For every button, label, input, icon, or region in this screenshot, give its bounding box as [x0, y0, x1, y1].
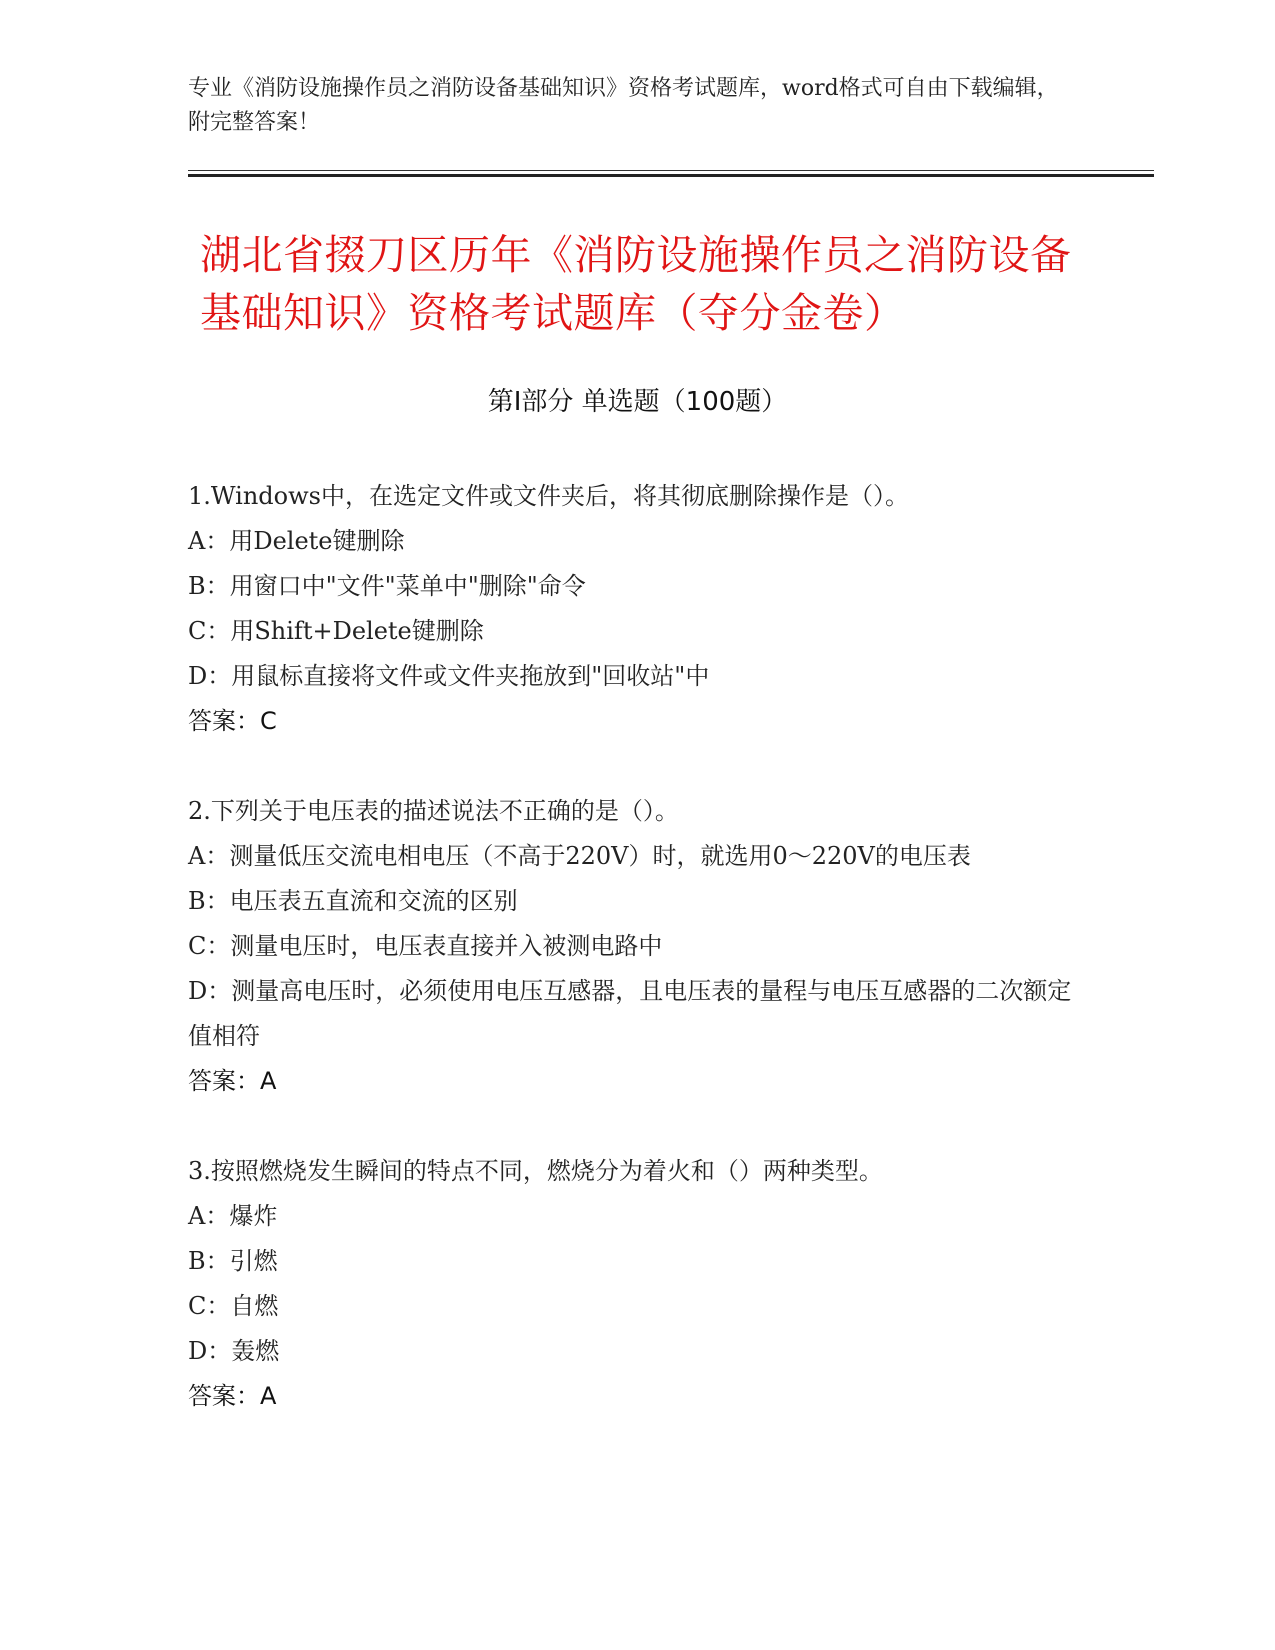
question-stem: 1.Windows中，在选定文件或文件夹后，将其彻底删除操作是（）。	[188, 482, 909, 510]
section-heading: 第I部分 单选题（100题）	[487, 387, 788, 417]
option-a: A：用Delete键删除	[188, 527, 405, 555]
document-title: 湖北省掇刀区历年《消防设施操作员之消防设备基础知识》资格考试题库（夺分金卷）	[200, 231, 1072, 337]
header-divider-thick	[188, 174, 1154, 177]
option-c: C：自燃	[188, 1292, 279, 1320]
question-stem: 3.按照燃烧发生瞬间的特点不同，燃烧分为着火和（）两种类型。	[188, 1157, 883, 1185]
question-2	[188, 789, 1088, 1104]
header-note: 专业《消防设施操作员之消防设备基础知识》资格考试题库，word格式可自由下载编辑，附完整答案！	[188, 76, 1059, 135]
answer: 答案：C	[188, 707, 277, 735]
option-c: C：测量电压时，电压表直接并入被测电路中	[188, 932, 663, 960]
option-d: D：测量高电压时，必须使用电压互感器，且电压表的量程与电压互感器的二次额定值相符	[188, 977, 1072, 1050]
question-3	[188, 1149, 1088, 1419]
answer: 答案：A	[188, 1382, 277, 1410]
option-a: A：爆炸	[188, 1202, 278, 1230]
question-1	[188, 474, 1088, 744]
header-divider-thin	[188, 170, 1154, 171]
option-d: D：轰燃	[188, 1337, 280, 1365]
question-list	[188, 474, 1088, 1464]
option-b: B：引燃	[188, 1247, 278, 1275]
question-stem: 2.下列关于电压表的描述说法不正确的是（）。	[188, 797, 679, 825]
answer: 答案：A	[188, 1067, 277, 1095]
option-b: B：用窗口中"文件"菜单中"删除"命令	[188, 572, 586, 600]
option-b: B：电压表五直流和交流的区别	[188, 887, 518, 915]
option-a: A：测量低压交流电相电压（不高于220V）时，就选用0～220V的电压表	[188, 842, 971, 870]
option-d: D：用鼠标直接将文件或文件夹拖放到"回收站"中	[188, 662, 710, 690]
option-c: C：用Shift+Delete键删除	[188, 617, 484, 645]
